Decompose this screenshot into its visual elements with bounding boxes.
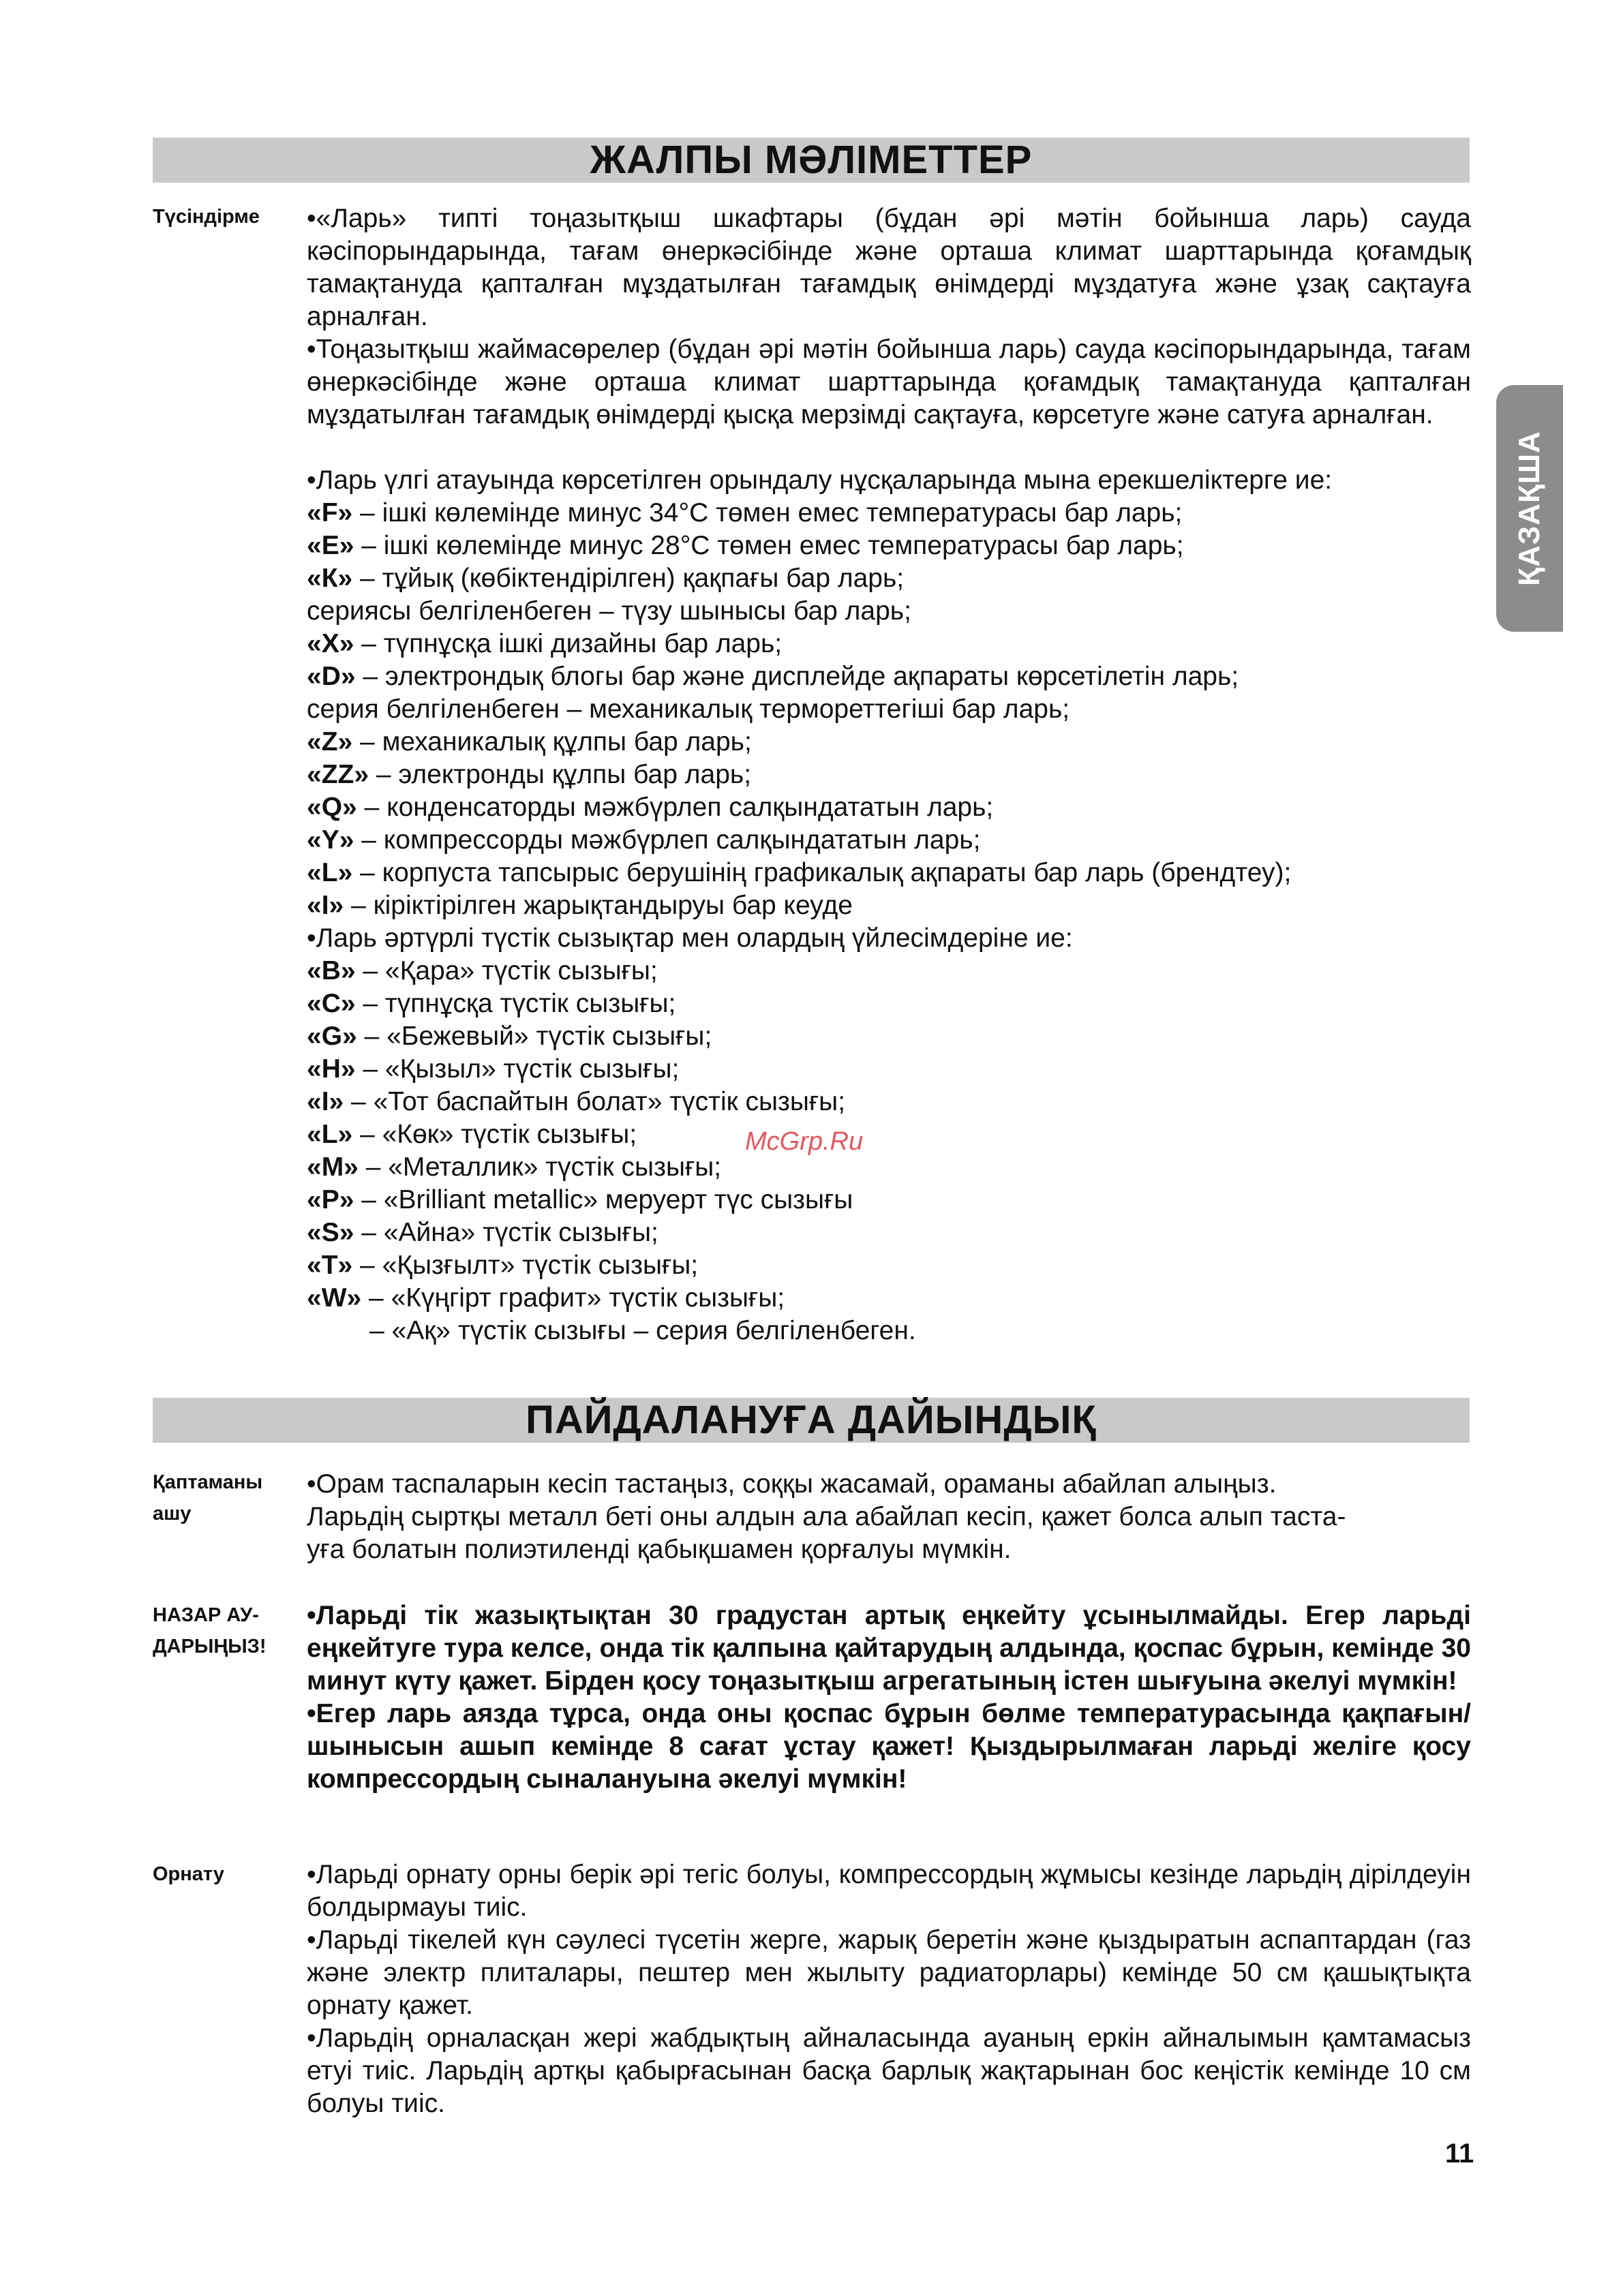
variant-code: «Y» (307, 825, 354, 855)
install-paragraph-3: •Ларьдің орналасқан жері жабдықтың айналасында ауаның еркін айналымын қамтамасыз етуі тиіс. Ларьдің артқы қабырғасынан басқа барлық жақтарынан бос кеңістік кемінде 10 см болуы тиіс. (307, 2023, 1471, 2118)
color-text: – «Қара» түстік сызығы; (355, 956, 658, 985)
color-item (307, 988, 1471, 1020)
color-item (307, 1184, 1471, 1216)
color-code: «C» (307, 989, 356, 1018)
variant-code: «X» (307, 629, 354, 658)
install-label: Орнату (153, 1863, 224, 1885)
description-content (307, 202, 1471, 1347)
variant-item (307, 595, 1471, 628)
color-text: – «Бежевый» түстік сызығы; (357, 1022, 712, 1051)
variant-code: «E» (307, 531, 354, 560)
attention-paragraph-1: •Ларьді тік жазықтықтан 30 градустан артық еңкейту ұсынылмайды. Егер ларьді еңкейтуге тура келсе, онда тік қалпына қайтарудың алдында, қоспас бұрын, кемінде 30 минут күту қажет. Бірден қосу тоңазытқыш агрегатының істен шығуына әкелуі мүмкін! (307, 1601, 1471, 1696)
variants-intro: •Ларь үлгі атауында көрсетілген орындалу нұсқаларында мына ерекшеліктерге ие: (307, 465, 1333, 495)
variant-text: – кіріктірілген жарықтандыруы бар кеуде (344, 891, 853, 920)
language-tab-label: ҚАЗАҚША (1513, 431, 1546, 586)
install-content (307, 1858, 1471, 2120)
color-item (307, 1053, 1471, 1086)
color-item (307, 1249, 1471, 1282)
variant-code: «Q» (307, 793, 357, 822)
variant-item (307, 562, 1471, 595)
color-code: «L» (307, 1120, 353, 1149)
variant-text: – электронды құлпы бар ларь; (369, 760, 752, 789)
color-code: «H» (307, 1054, 356, 1084)
variant-text: – компрессорды мәжбүрлеп салқындататын ларь; (354, 825, 981, 855)
unpack-line-1: •Орам таспаларын кесіп тастаңыз, соққы жасамай, ораманы абайлап алыңыз. (307, 1469, 1277, 1499)
attention-label (153, 1599, 289, 1662)
variant-item (307, 497, 1471, 530)
variant-text: – тұйық (көбіктендірілген) қақпағы бар ларь; (352, 564, 905, 593)
color-text: – «Қызыл» түстік сызығы; (355, 1054, 680, 1084)
description-label: Түсіндірме (153, 206, 260, 228)
variant-item (307, 628, 1471, 660)
unpack-label (153, 1467, 289, 1529)
color-text: – түпнұсқа түстік сызығы; (355, 989, 676, 1018)
variant-item (307, 889, 1471, 922)
variant-text: – түпнұсқа ішкі дизайны бар ларь; (354, 629, 783, 658)
variant-code: «D» (307, 662, 356, 691)
color-item (307, 1151, 1471, 1184)
variant-code: «Z» (307, 727, 353, 756)
install-paragraph-1: •Ларьді орнату орны берік әрі тегіс болуы, компрессордың жұмысы кезінде ларьдің дірілдеуін болдырмауы тиіс. (307, 1860, 1471, 1922)
color-text: – «Күңгірт графит» түстік сызығы; (361, 1283, 785, 1313)
install-paragraph-2: •Ларьді тікелей күн сәулесі түсетін жерге, жарық беретін және қыздыратын аспаптардан (газ және электр плиталары, пештер мен жылыту радиаторлары) кемінде 50 см қашықтықта орнату қажет. (307, 1925, 1471, 2020)
variant-code: «I» (307, 891, 344, 920)
color-code: «I» (307, 1087, 344, 1116)
colors-intro: •Ларь әртүрлі түстік сызықтар мен олардың үйлесімдеріне ие: (307, 923, 1073, 953)
color-code: «T» (307, 1251, 353, 1280)
color-text: – «Көк» түстік сызығы; (352, 1120, 637, 1149)
attention-content (307, 1599, 1471, 1796)
variant-text: – корпуста тапсырыс берушінің графикалық ақпараты бар ларь (брендтеу); (352, 858, 1292, 887)
color-text: – «Айна» түстік сызығы; (354, 1218, 658, 1247)
color-code: «S» (307, 1218, 354, 1247)
watermark: McGrp.Ru (745, 1127, 864, 1156)
attention-label-line1: НАЗАР АУ- (153, 1604, 259, 1626)
color-item (307, 1020, 1471, 1053)
variant-item (307, 824, 1471, 857)
unpack-content (307, 1468, 1471, 1566)
variant-text: – ішкі көлемінде минус 28°С төмен емес температурасы бар ларь; (354, 531, 1184, 560)
variant-item (307, 660, 1471, 693)
variant-text: – электрондық блогы бар және дисплейде ақпараты көрсетілетін ларь; (355, 662, 1239, 691)
variant-item (307, 759, 1471, 791)
color-item (307, 1216, 1471, 1249)
variant-text: – ішкі көлемінде минус 34°С төмен емес температурасы бар ларь; (352, 498, 1183, 527)
variant-item (307, 857, 1471, 889)
section-title-preparation: ПАЙДАЛАНУҒА ДАЙЫНДЫҚ (153, 1398, 1470, 1443)
unpack-line-3: уға болатын полиэтиленді қабықшамен қорғалуы мүмкін. (307, 1535, 1012, 1564)
color-text: – «Тот баспайтын болат» түстік сызығы; (344, 1087, 846, 1116)
color-item (307, 1086, 1471, 1118)
attention-paragraph-2: •Егер ларь аязда тұрса, онда оны қоспас бұрын бөлме температурасында қақпағын/шынысын ашып кемінде 8 сағат ұстау қажет! Қыздырылмаған ларьді желіге қосу компрессордың сыналануына әкелуі мүмкін! (307, 1699, 1471, 1794)
description-paragraph-1: •«Ларь» типті тоңазытқыш шкафтары (бұдан әрі мәтін бойынша ларь) сауда кәсіпорындарында, тағам өнеркәсібінде және орташа климат шарттарында қоғамдық тамақтануда қапталған мұздатылған тағамдық өнімдерді мұздатуға және ұзақ сақтауға арналған. (307, 204, 1471, 331)
variant-code: «F» (307, 498, 353, 527)
variant-item (307, 791, 1471, 824)
color-code: «B» (307, 956, 356, 985)
color-code: «G» (307, 1022, 357, 1051)
unpack-label-line1: Қаптаманы (153, 1471, 263, 1493)
color-text: – «Brilliant metallic» меруерт түс сызығы (354, 1185, 853, 1214)
variant-code: «К» (307, 564, 353, 593)
variant-text: – механикалық құлпы бар ларь; (352, 727, 752, 756)
page-number: 11 (1445, 2139, 1474, 2169)
variant-item (307, 530, 1471, 562)
color-item (307, 1118, 1471, 1151)
color-item (307, 955, 1471, 988)
color-item-white: – «Ақ» түстік сызығы – серия белгіленбеген. (369, 1316, 916, 1345)
description-paragraph-2: •Тоңазытқыш жаймасөрелер (бұдан әрі мәтін бойынша ларь) сауда кәсіпорындарында, тағам өнеркәсібінде және орташа климат шарттарында қоғамдық тамақтануда қапталған мұздатылған тағамдық өнімдерді қысқа мерзімді сақтауға, көрсетуге және сатуға арналған. (307, 335, 1471, 429)
variant-item (307, 726, 1471, 759)
color-text: – «Металлик» түстік сызығы; (358, 1152, 722, 1182)
section-title-general-info: ЖАЛПЫ МӘЛІМЕТТЕР (153, 138, 1470, 183)
variant-text: – конденсаторды мәжбүрлеп салқындататын ларь; (357, 793, 994, 822)
variant-text: серия белгіленбеген – механикалық термореттегіші бар ларь; (307, 694, 1070, 724)
color-text: – «Қызғылт» түстік сызығы; (352, 1251, 699, 1280)
color-item (307, 1282, 1471, 1315)
variant-text: сериясы белгіленбеген – түзу шынысы бар ларь; (307, 596, 911, 626)
unpack-label-line2: ашу (153, 1503, 192, 1525)
variant-code: «L» (307, 858, 353, 887)
variant-item (307, 693, 1471, 726)
color-code: «W» (307, 1283, 362, 1313)
language-tab (1496, 385, 1563, 632)
color-code: «P» (307, 1185, 354, 1214)
variant-code: «ZZ» (307, 760, 369, 789)
color-code: «M» (307, 1152, 359, 1182)
paragraph-gap (307, 431, 1471, 464)
unpack-line-2: Ларьдің сыртқы металл беті оны алдын ала абайлап кесіп, қажет болса алып таста- (307, 1502, 1346, 1531)
attention-label-line2: ДАРЫҢЫЗ! (153, 1636, 267, 1657)
